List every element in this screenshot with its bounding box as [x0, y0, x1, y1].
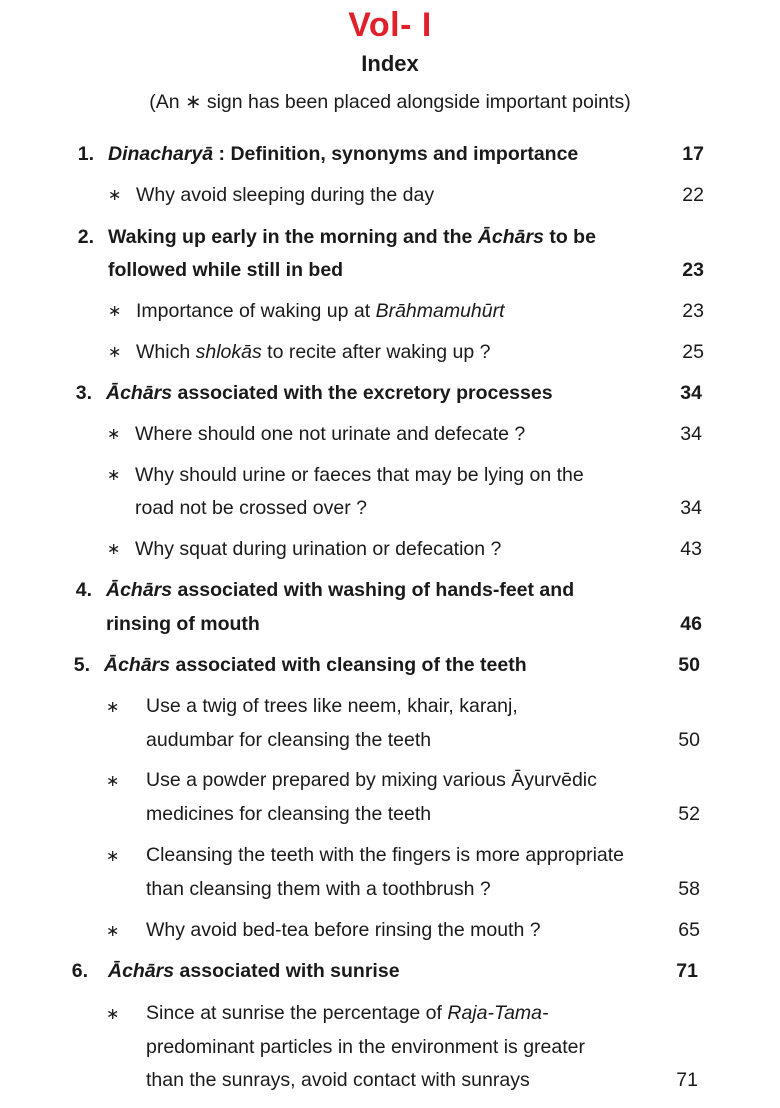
subentry-text: Where should one not urinate and defecate ?	[135, 423, 526, 445]
page-number: 17	[682, 143, 704, 165]
page-number: 46	[680, 613, 702, 635]
subentry-part: Importance of waking up at	[136, 300, 376, 322]
entry-title-part: Waking up early in the morning and the	[108, 226, 478, 248]
entry-title-part: Āchārs	[104, 654, 171, 676]
subentry-part: shlokās	[195, 341, 262, 363]
subentry-text-continued: than the sunrays, avoid contact with sunrays	[146, 1069, 530, 1091]
entry-title	[106, 578, 574, 602]
subentry-text	[136, 340, 490, 364]
entry-title-part: Dinacharyā	[108, 143, 214, 165]
subentry-part: Since at sunrise the percentage of	[146, 1002, 448, 1024]
entry-title-part: to be	[543, 226, 596, 248]
subentry-text-continued: audumbar for cleansing the teeth	[146, 729, 432, 751]
entry-number: 5.	[73, 654, 90, 676]
asterisk-icon: ∗	[107, 426, 121, 443]
page-number: 43	[680, 538, 702, 560]
entry-title	[108, 142, 578, 166]
page-number: 65	[678, 919, 700, 941]
subentry-text-continued: road not be crossed over ?	[135, 497, 367, 519]
asterisk-icon: ∗	[106, 923, 120, 940]
asterisk-icon: ∗	[106, 848, 120, 865]
subentry-text: Why avoid sleeping during the day	[136, 184, 435, 206]
page-number: 22	[682, 184, 704, 206]
subentry-part: Which	[136, 341, 196, 363]
subentry-text: Use a twig of trees like neem, khair, karanj,	[146, 695, 518, 717]
entry-title-part: Āchārs	[477, 226, 544, 248]
entry-title	[106, 381, 553, 405]
subentry-part: to recite after waking up ?	[261, 341, 491, 363]
subentry-text: Why should urine or faeces that may be lying on the	[135, 464, 584, 486]
asterisk-icon: ∗	[185, 91, 202, 113]
page-number: 71	[676, 1069, 698, 1091]
asterisk-icon: ∗	[106, 773, 120, 790]
subentry-text: Why squat during urination or defecation ?	[135, 538, 502, 560]
entry-title-part: associated with washing of hands-feet and	[172, 579, 575, 601]
subentry-part: Brāhmamuhūrt	[375, 300, 505, 322]
volume-title: Vol- I	[348, 6, 432, 44]
asterisk-icon: ∗	[107, 467, 121, 484]
entry-title-part: associated with the excretory processes	[172, 382, 553, 404]
page-number: 71	[676, 960, 698, 982]
asterisk-icon: ∗	[106, 699, 120, 716]
page-number: 23	[682, 300, 704, 322]
entry-number: 2.	[77, 226, 94, 248]
entry-title-part: associated with cleansing of the teeth	[170, 654, 527, 676]
page-number: 34	[680, 382, 702, 404]
entry-title	[108, 959, 400, 983]
entry-number: 1.	[77, 143, 94, 165]
entry-title-part: Āchārs	[106, 382, 173, 404]
index-heading: Index	[361, 51, 419, 76]
entry-title-part: associated with sunrise	[174, 960, 400, 982]
entry-title-part: : Definition, synonyms and importance	[213, 143, 579, 165]
page-number: 52	[678, 803, 700, 825]
page-number: 58	[678, 878, 700, 900]
asterisk-icon: ∗	[107, 541, 121, 558]
entry-number: 6.	[71, 960, 88, 982]
page-number: 50	[678, 654, 700, 676]
subentry-text	[136, 299, 505, 323]
entry-title-part: Āchārs	[106, 579, 173, 601]
subentry-text	[146, 1001, 549, 1025]
subentry-text: Why avoid bed-tea before rinsing the mouth ?	[146, 919, 541, 941]
page-number: 25	[682, 341, 704, 363]
entry-title	[104, 653, 527, 677]
note-text	[0, 90, 780, 114]
subentry-text-continued: medicines for cleansing the teeth	[146, 803, 432, 825]
page-number: 34	[680, 423, 702, 445]
entry-title-part: Āchārs	[108, 960, 175, 982]
page-number: 50	[678, 729, 700, 751]
asterisk-icon: ∗	[108, 303, 122, 320]
subentry-text-continued: than cleansing them with a toothbrush ?	[146, 878, 491, 900]
asterisk-icon: ∗	[108, 344, 122, 361]
entry-title-continued: rinsing of mouth	[106, 613, 260, 635]
page-number: 23	[682, 259, 704, 281]
entry-number: 3.	[75, 382, 92, 404]
asterisk-icon: ∗	[108, 187, 122, 204]
entry-number: 4.	[75, 579, 92, 601]
page-number: 34	[680, 497, 702, 519]
note-part: sign has been placed alongside important points)	[201, 91, 631, 113]
entry-title-continued: followed while still in bed	[108, 259, 344, 281]
subentry-part: Raja-Tama-	[447, 1002, 549, 1024]
asterisk-icon: ∗	[106, 1006, 120, 1023]
entry-title	[108, 225, 596, 249]
subentry-text: Use a powder prepared by mixing various Āyurvēdic	[146, 769, 597, 791]
subentry-text-continued: predominant particles in the environment is greater	[146, 1036, 585, 1058]
note-part: (An	[149, 91, 186, 113]
subentry-text: Cleansing the teeth with the fingers is more appropriate	[146, 844, 625, 866]
